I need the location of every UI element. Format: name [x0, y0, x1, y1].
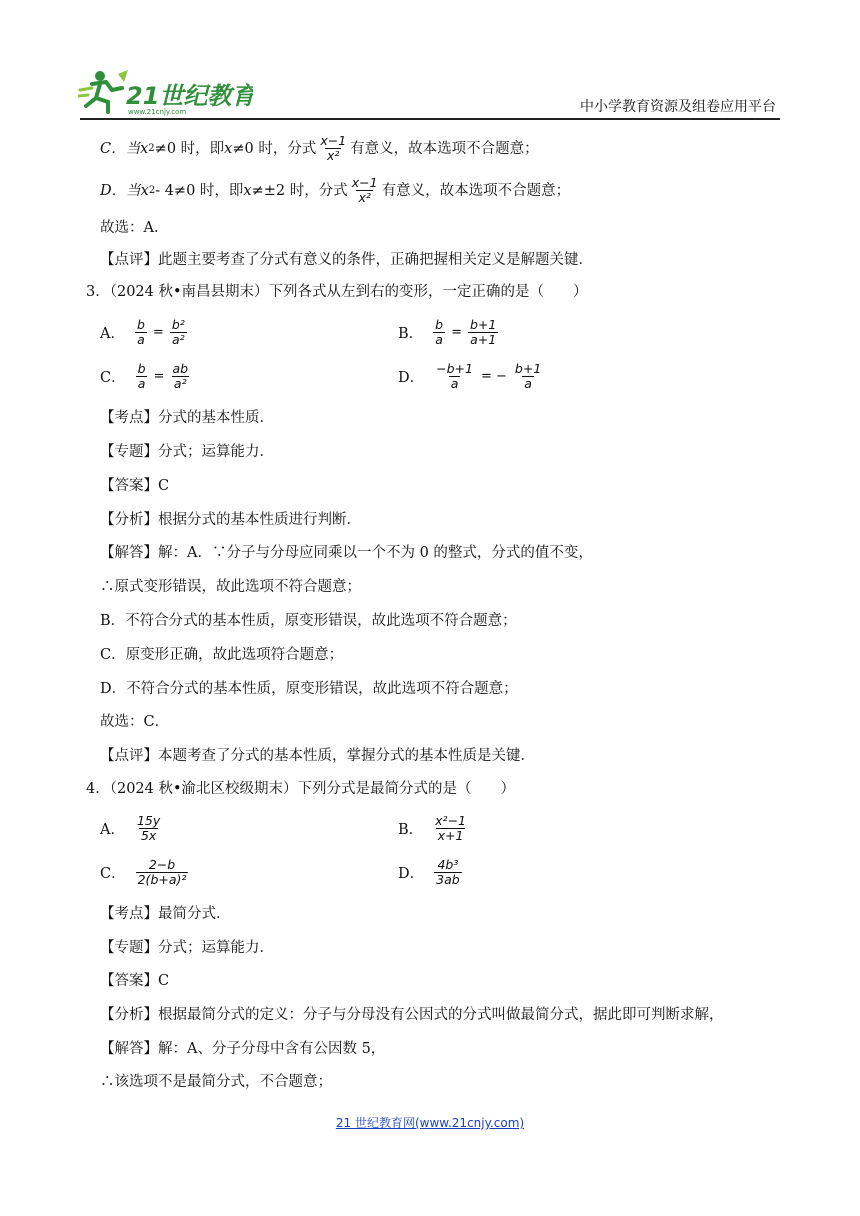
question-3: 3．（2024 秋•南昌县期末）下列各式从左到右的变形，一定正确的是（ ） [86, 284, 588, 300]
q3-option-b: B． $\frac{b}{a}$ = $\frac{b+1}{a+1}$ [398, 317, 497, 347]
q4-solution-2: ∴该选项不是最简分式，不合题意； [100, 1074, 332, 1090]
q3-analysis: 【分析】根据分式的基本性质进行判断． [100, 512, 361, 528]
q4-solution-1: 【解答】解：A、分子分母中含有公因数 5， [100, 1041, 386, 1057]
q4-option-b: B． $\frac{\text{x²−1}}{x+1}$ [398, 813, 466, 843]
q4-option-c: C． $\frac{2-b}{\text{2(b+a)²}}$ [100, 857, 187, 887]
q3-solution-1: 【解答】解：A．∵分子与分母应同乘以一个不为 0 的整式，分式的值不变， [100, 545, 593, 561]
q4-option-d: D． $\frac{\text{4b³}}{3ab}$ [398, 857, 460, 887]
q3-topic: 【专题】分式；运算能力． [100, 444, 274, 460]
site-logo[interactable] [78, 68, 253, 118]
logo-text: 21世纪教育 [126, 82, 253, 110]
q3-option-c: C． $\frac{b}{a}$ = $\frac{ab}{\text{a²}}$ [100, 361, 189, 391]
q4-answer: 【答案】C [100, 973, 170, 989]
q3-answer: 【答案】C [100, 478, 170, 494]
q3-option-d: D． $\frac{-b+1}{a}$ = − $\frac{b+1}{a}$ [398, 361, 542, 391]
q3-option-a: A． $\frac{b}{a}$ = $\frac{\text{b²}}{\text{a²}}$ [100, 317, 185, 347]
comment-1: 【点评】此题主要考查了分式有意义的条件，正确把握相关定义是解题关键． [100, 252, 593, 268]
q3-solution-5: D．不符合分式的基本性质，原变形错误，故此选项不符合题意； [100, 681, 518, 697]
logo-url: www.21cnjy.com [128, 108, 187, 116]
comment-2: 【点评】本题考查了分式的基本性质，掌握分式的基本性质是关键． [100, 748, 535, 764]
fraction: $\frac{x-1}{\text{x²}}$ [320, 133, 347, 163]
q3-solution-4: C．原变形正确，故此选项符合题意； [100, 647, 344, 663]
option-c-explanation: C．当 x 2 ≠0 时，即 x ≠0 时，分式 $\frac{x-1}{\text{x²}}$ 有意义，故本选项不合题意； [100, 133, 539, 163]
runner-logo-icon [78, 68, 253, 118]
platform-title: 中小学教育资源及组卷应用平台 [580, 99, 776, 115]
q3-solution-2: ∴原式变形错误，故此选项不符合题意； [100, 579, 361, 595]
option-d-explanation: D．当 x 2 - 4≠0 时，即 x ≠±2 时，分式 $\frac{x-1}{\text{x²}}$ 有意义，故本选项不合题意； [100, 175, 571, 205]
q4-point: 【考点】最简分式． [100, 906, 231, 922]
fraction: $\frac{x-1}{\text{x²}}$ [351, 175, 378, 205]
q4-option-a: A． $\frac{15y}{5x}$ [100, 813, 161, 843]
q3-point: 【考点】分式的基本性质． [100, 410, 274, 426]
question-4: 4．（2024 秋•渝北区校级期末）下列分式是最简分式的是（ ） [86, 781, 516, 797]
answer-choice-1: 故选：A． [100, 220, 169, 236]
q3-solution-3: B．不符合分式的基本性质，原变形错误，故此选项不符合题意； [100, 613, 517, 629]
footer-link[interactable]: 21 世纪教育网(www.21cnjy.com) [335, 1116, 525, 1130]
q4-analysis: 【分析】根据最简分式的定义：分子与分母没有公因式的分式叫做最简分式，据此即可判断求解， [100, 1007, 724, 1023]
answer-choice-2: 故选：C． [100, 714, 170, 730]
q4-topic: 【专题】分式；运算能力． [100, 940, 274, 956]
header-divider [80, 118, 780, 120]
